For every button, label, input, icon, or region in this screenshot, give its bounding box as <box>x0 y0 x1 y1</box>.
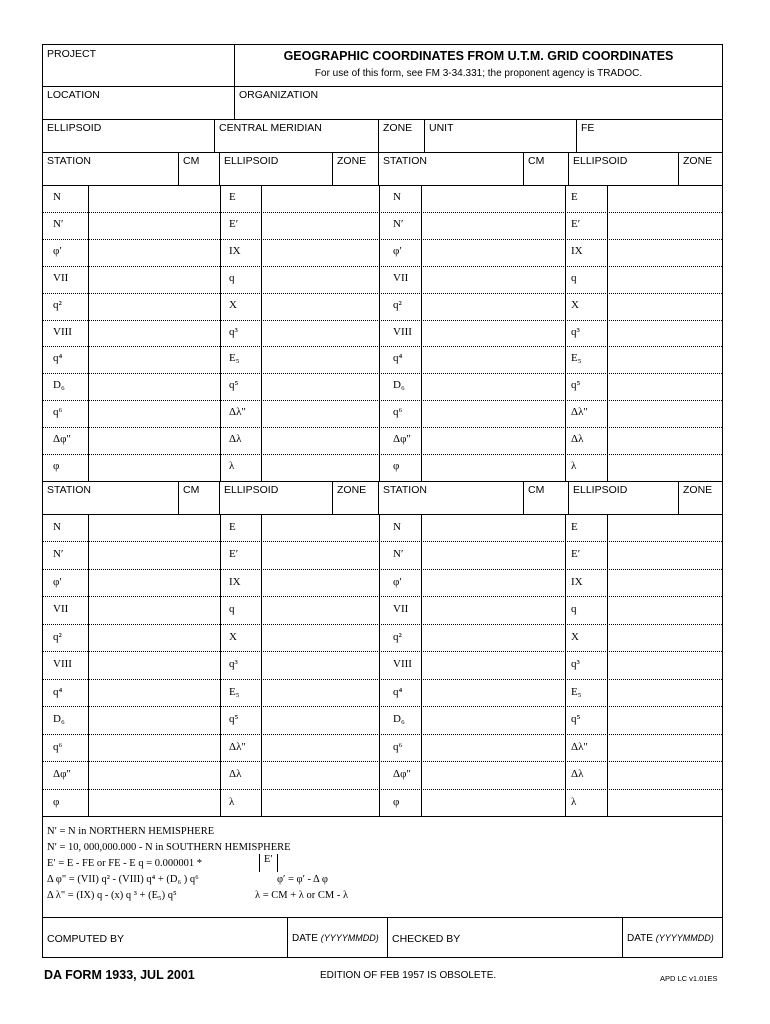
calc-row <box>43 239 722 267</box>
project-field[interactable] <box>43 45 235 86</box>
calc-row <box>43 427 722 455</box>
station-header-block-1 <box>43 152 722 186</box>
computed-by-label: COMPUTED BY <box>47 933 125 945</box>
row-symbol: q⁴ <box>53 685 63 698</box>
calc-row <box>43 454 722 481</box>
row-symbol: N′ <box>393 217 404 230</box>
calc-row <box>43 596 722 624</box>
row-symbol: λ <box>571 795 577 808</box>
row-symbol: VII <box>53 271 69 284</box>
row-symbol: q <box>229 603 235 616</box>
calc-block-1 <box>43 185 722 482</box>
zone-field[interactable] <box>679 481 724 514</box>
row-symbol: E <box>571 521 578 533</box>
form-id: DA FORM 1933, JUL 2001 <box>44 968 195 982</box>
calc-row <box>43 679 722 707</box>
row-symbol: q² <box>53 298 62 311</box>
ellipsoid-field[interactable] <box>43 119 215 152</box>
zone-label: ZONE <box>337 484 367 496</box>
row-symbol: q <box>229 271 235 284</box>
row-symbol: q³ <box>229 325 238 338</box>
row-symbol: Δφ" <box>393 768 411 781</box>
row-symbol: E₅ <box>571 685 582 698</box>
row-symbol: q⁴ <box>393 352 403 365</box>
row-symbol: IX <box>571 244 583 257</box>
note-delta-lambda: Δ λ" = (IX) q - (x) q ³ + (E₅) q⁵ <box>47 890 177 901</box>
signoff-row <box>43 917 722 957</box>
row-symbol: N <box>53 191 61 203</box>
station-field[interactable] <box>43 481 179 514</box>
calc-row <box>43 789 722 816</box>
row-symbol: q² <box>393 630 402 643</box>
calc-row <box>43 293 722 321</box>
zone-label: ZONE <box>383 122 413 134</box>
calc-row <box>43 541 722 569</box>
row-symbol: q <box>571 271 577 284</box>
note-e-prime-box: E′ <box>259 854 278 872</box>
calc-row <box>43 569 722 597</box>
calc-row <box>43 320 722 348</box>
calc-row <box>43 373 722 401</box>
cm-field[interactable] <box>524 152 569 185</box>
cm-field[interactable] <box>179 152 220 185</box>
row-symbol: VIII <box>53 325 72 338</box>
row-symbol: E₅ <box>229 352 240 365</box>
computed-date-label: DATE (YYYYMMDD) <box>292 933 379 944</box>
row-symbol: q⁵ <box>229 379 239 392</box>
row-symbol: Δλ <box>229 768 242 781</box>
zone-field[interactable] <box>333 481 379 514</box>
row-symbol: q⁶ <box>53 406 63 419</box>
calc-row <box>43 514 722 542</box>
row-symbol: q⁵ <box>571 379 581 392</box>
row-symbol: VII <box>393 603 409 616</box>
note-south: N′ = 10, 000,000.000 - N in SOUTHERN HEMISPHERE <box>47 842 291 853</box>
row-symbol: λ <box>229 795 235 808</box>
station-label: STATION <box>47 155 91 167</box>
zone-field[interactable] <box>679 152 724 185</box>
row-symbol: VII <box>393 271 409 284</box>
row-symbol: Δλ <box>571 433 584 446</box>
row-symbol: q⁵ <box>571 713 581 726</box>
row-symbol: φ′ <box>393 244 402 257</box>
row-symbol: Δλ" <box>571 406 588 419</box>
computed-date-field[interactable] <box>288 917 388 957</box>
row-symbol: VIII <box>393 325 412 338</box>
row-symbol: E′ <box>229 217 239 230</box>
row-symbol: q⁶ <box>53 740 63 753</box>
row-symbol: q⁴ <box>53 352 63 365</box>
cm-field[interactable] <box>179 481 220 514</box>
row-symbol: X <box>571 298 579 311</box>
calc-row <box>43 346 722 374</box>
calc-row <box>43 734 722 762</box>
row-symbol: E′ <box>571 548 581 561</box>
row-symbol: q³ <box>229 658 238 671</box>
row-symbol: VII <box>53 603 69 616</box>
row-symbol: Δλ <box>571 768 584 781</box>
ellipsoid-row <box>43 119 722 153</box>
formula-notes <box>43 816 722 918</box>
ellipsoid-label: ELLIPSOID <box>224 484 279 496</box>
row-symbol: E <box>571 191 578 203</box>
row-symbol: E <box>229 191 236 203</box>
ellipsoid-label: ELLIPSOID <box>573 484 628 496</box>
row-symbol: φ <box>393 795 400 808</box>
cm-label: CM <box>183 155 200 167</box>
row-symbol: φ′ <box>53 575 62 588</box>
utm-conversion-form <box>42 44 723 958</box>
row-symbol: E₅ <box>229 685 240 698</box>
row-symbol: φ <box>393 460 400 473</box>
fe-field[interactable] <box>577 119 722 152</box>
row-symbol: VIII <box>393 658 412 671</box>
row-symbol: q <box>571 603 577 616</box>
row-symbol: E′ <box>229 548 239 561</box>
version-label: APD LC v1.01ES <box>660 974 718 983</box>
location-field[interactable] <box>43 86 235 119</box>
calc-row <box>43 706 722 734</box>
cm-label: CM <box>183 484 200 496</box>
station-field[interactable] <box>379 152 524 185</box>
row-symbol: Δλ <box>229 433 242 446</box>
calc-block-2 <box>43 514 722 817</box>
row-symbol: φ <box>53 460 60 473</box>
note-easting: E′ = E - FE or FE - E q = 0.000001 * <box>47 858 203 869</box>
form-subtitle: For use of this form, see FM 3-34.331; the proponent agency is TRADOC. <box>314 68 643 79</box>
row-symbol: λ <box>571 460 577 473</box>
row-symbol: IX <box>229 244 241 257</box>
fe-label: FE <box>581 122 595 134</box>
calc-row <box>43 400 722 428</box>
organization-field[interactable] <box>235 86 722 119</box>
row-symbol: Δλ" <box>571 740 588 753</box>
row-symbol: q² <box>53 630 62 643</box>
row-symbol: Δφ" <box>393 433 411 446</box>
zone-label: ZONE <box>337 155 367 167</box>
checked-date-field[interactable] <box>623 917 722 957</box>
row-symbol: λ <box>229 460 235 473</box>
checked-by-label: CHECKED BY <box>392 933 461 945</box>
row-symbol: VIII <box>53 658 72 671</box>
project-label: PROJECT <box>47 48 97 60</box>
row-symbol: D₆ <box>393 379 405 392</box>
calc-row <box>43 266 722 294</box>
ellipsoid-field[interactable] <box>569 152 679 185</box>
calc-row <box>43 185 722 213</box>
station-label: STATION <box>383 484 427 496</box>
note-phi: φ′ = φ′ - Δ φ <box>277 874 328 885</box>
row-symbol: φ′ <box>393 575 402 588</box>
note-north: N′ = N in NORTHERN HEMISPHERE <box>47 826 215 837</box>
row-symbol: IX <box>571 575 583 588</box>
row-symbol: E′ <box>571 217 581 230</box>
row-symbol: φ <box>53 795 60 808</box>
cm-label: CM <box>528 155 545 167</box>
row-symbol: D₆ <box>53 713 65 726</box>
row-symbol: q⁵ <box>229 713 239 726</box>
checked-date-label: DATE (YYYYMMDD) <box>627 933 714 944</box>
row-symbol: Δφ" <box>53 768 71 781</box>
row-symbol: X <box>229 630 237 643</box>
organization-label: ORGANIZATION <box>239 89 319 101</box>
row-symbol: X <box>229 298 237 311</box>
row-symbol: q³ <box>571 658 580 671</box>
zone-field[interactable] <box>379 119 425 152</box>
unit-label: UNIT <box>429 122 454 134</box>
zone-label: ZONE <box>683 484 713 496</box>
row-symbol: N′ <box>53 217 64 230</box>
row-symbol: Δλ" <box>229 740 246 753</box>
row-symbol: q² <box>393 298 402 311</box>
unit-field[interactable] <box>425 119 577 152</box>
cm-field[interactable] <box>524 481 569 514</box>
row-symbol: N <box>393 521 401 533</box>
note-lambda: λ = CM + λ or CM - λ <box>255 890 349 901</box>
calc-row <box>43 761 722 789</box>
ellipsoid-field[interactable] <box>569 481 679 514</box>
ellipsoid-field[interactable] <box>220 152 333 185</box>
ellipsoid-field[interactable] <box>220 481 333 514</box>
row-symbol: X <box>571 630 579 643</box>
row-symbol: q⁶ <box>393 740 403 753</box>
calc-row <box>43 651 722 679</box>
central-meridian-label: CENTRAL MERIDIAN <box>219 122 322 134</box>
station-label: STATION <box>383 155 427 167</box>
row-symbol: N <box>393 191 401 203</box>
station-label: STATION <box>47 484 91 496</box>
row-symbol: Δφ" <box>53 433 71 446</box>
note-delta-phi: Δ φ" = (VII) q² - (VIII) q⁴ + (D₆ ) q⁶ <box>47 874 199 885</box>
project-title-row <box>43 45 722 87</box>
zone-label: ZONE <box>683 155 713 167</box>
location-label: LOCATION <box>47 89 100 101</box>
row-symbol: q⁴ <box>393 685 403 698</box>
row-symbol: E₅ <box>571 352 582 365</box>
row-symbol: Δλ" <box>229 406 246 419</box>
station-header-block-2 <box>43 481 722 515</box>
row-symbol: q³ <box>571 325 580 338</box>
ellipsoid-label: ELLIPSOID <box>47 122 102 134</box>
row-symbol: IX <box>229 575 241 588</box>
ellipsoid-label: ELLIPSOID <box>573 155 628 167</box>
ellipsoid-label: ELLIPSOID <box>224 155 279 167</box>
row-symbol: E <box>229 521 236 533</box>
form-title: GEOGRAPHIC COORDINATES FROM U.T.M. GRID COORDINATES <box>283 49 674 63</box>
cm-label: CM <box>528 484 545 496</box>
calc-row <box>43 212 722 240</box>
row-symbol: D₆ <box>53 379 65 392</box>
row-symbol: N′ <box>53 548 64 561</box>
row-symbol: q⁶ <box>393 406 403 419</box>
row-symbol: N <box>53 521 61 533</box>
location-row <box>43 86 722 120</box>
calc-row <box>43 624 722 652</box>
row-symbol: N′ <box>393 548 404 561</box>
central-meridian-field[interactable] <box>215 119 379 152</box>
zone-field[interactable] <box>333 152 379 185</box>
station-field[interactable] <box>379 481 524 514</box>
computed-by-field[interactable] <box>43 917 288 957</box>
row-symbol: D₆ <box>393 713 405 726</box>
edition-note: EDITION OF FEB 1957 IS OBSOLETE. <box>320 970 497 981</box>
station-field[interactable] <box>43 152 179 185</box>
checked-by-field[interactable] <box>388 917 623 957</box>
row-symbol: φ′ <box>53 244 62 257</box>
